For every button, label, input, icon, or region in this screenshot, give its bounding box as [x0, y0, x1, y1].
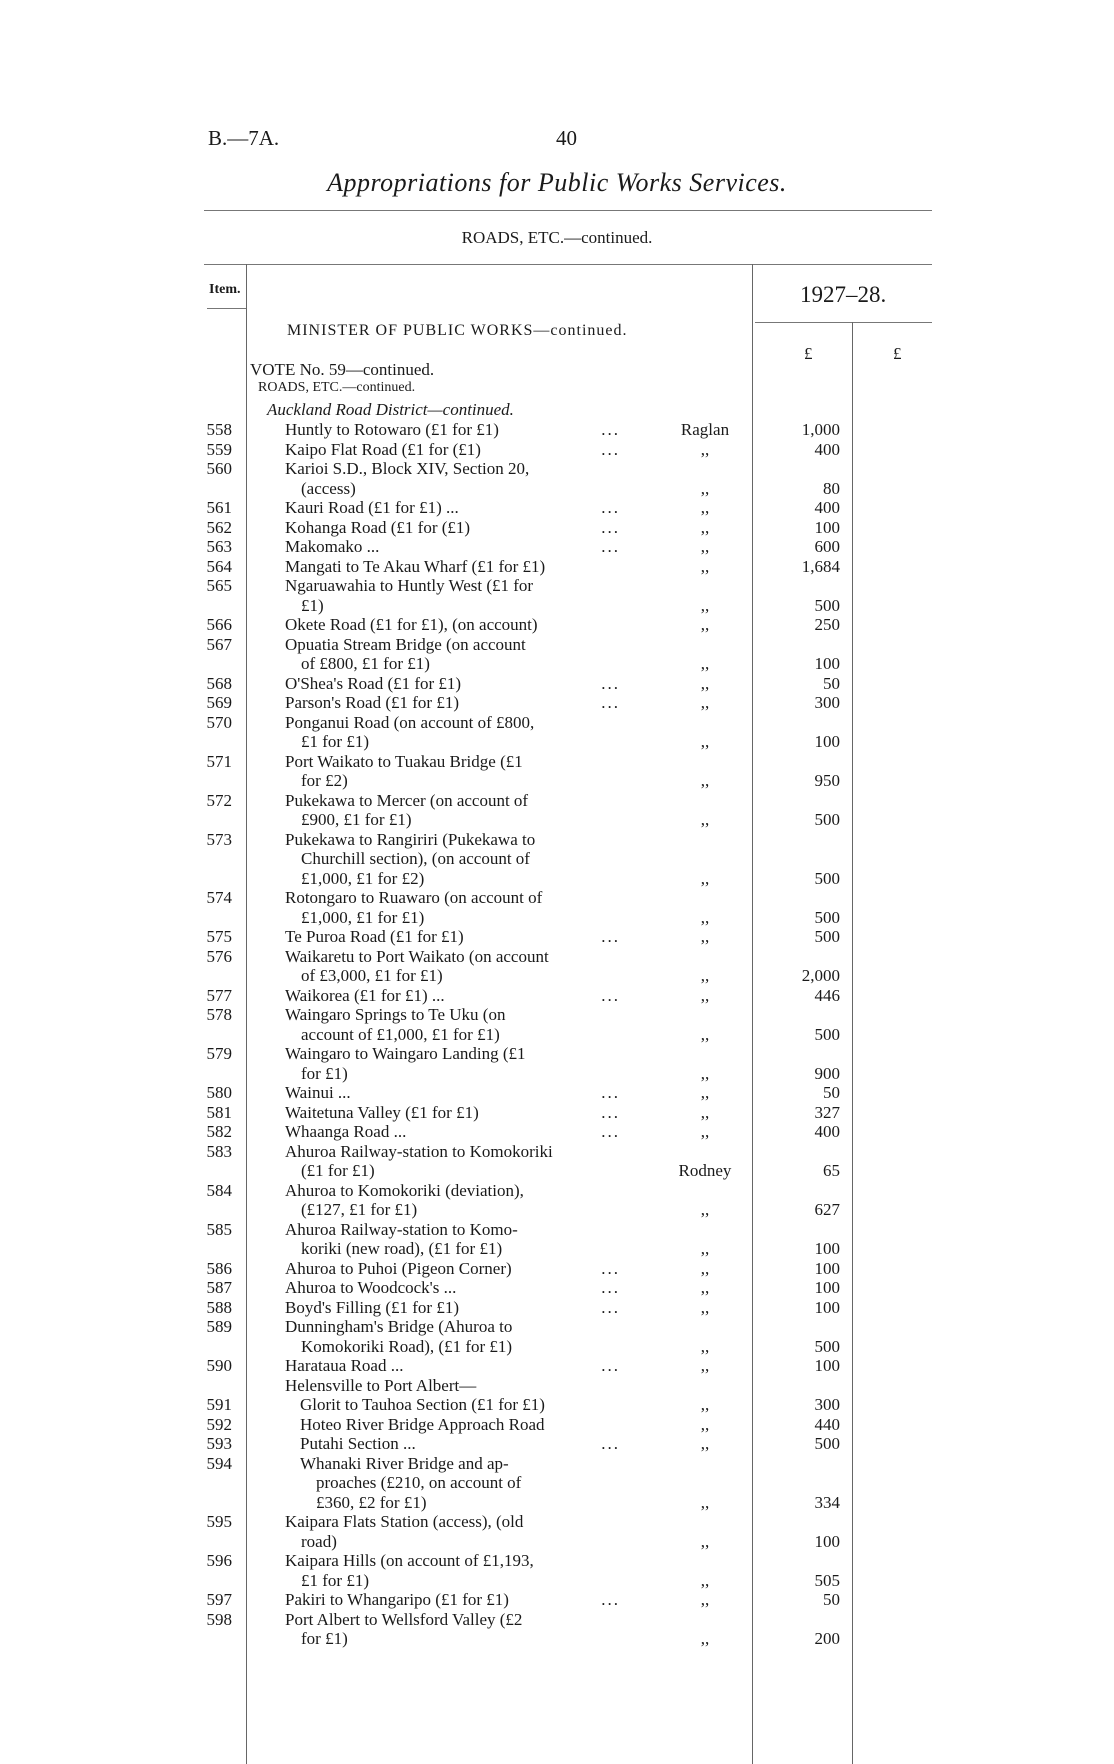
item-description [285, 1181, 615, 1220]
leader-dots: ... [601, 517, 620, 537]
item-number: 575 [206, 927, 232, 946]
item-number: 566 [206, 615, 232, 634]
description-line: Whaanga Road ... [285, 1122, 407, 1141]
amount: 100 [814, 1239, 840, 1258]
item-number: 597 [206, 1590, 232, 1609]
item-number: 564 [206, 556, 232, 576]
currency-symbol-2: £ [893, 344, 902, 363]
item-description [285, 1610, 615, 1649]
amount: 300 [814, 1395, 840, 1414]
description-line: Parson's Road (£1 for £1) [285, 693, 459, 712]
amount: 100 [814, 654, 840, 673]
amount: 100 [814, 1531, 840, 1551]
amount: 400 [814, 498, 840, 517]
electoral-district: ,, [700, 1122, 710, 1141]
item-description [285, 713, 615, 752]
item-number: 581 [206, 1102, 232, 1122]
item-number: 586 [206, 1258, 232, 1278]
item-number: 565 [206, 576, 232, 595]
currency-symbol-1: £ [804, 344, 813, 363]
item-description [285, 1278, 615, 1298]
item-number: 579 [206, 1044, 232, 1063]
amount: 1,684 [801, 556, 840, 576]
item-number: 571 [206, 751, 232, 771]
description-line: Komokoriki Road), (£1 for £1) [301, 1336, 513, 1356]
amount: 500 [814, 595, 840, 615]
item-number: 595 [206, 1512, 232, 1531]
item-number: 574 [206, 888, 232, 907]
electoral-district: ,, [700, 517, 710, 537]
leader-dots: ... [601, 1258, 620, 1278]
description-line: Kaipo Flat Road (£1 for (£1) [285, 439, 481, 459]
electoral-district: ,, [700, 927, 710, 946]
item-number: 561 [206, 498, 232, 517]
electoral-district: ,, [700, 1356, 710, 1375]
leader-dots: ... [601, 1083, 620, 1102]
item-number: 569 [206, 693, 232, 712]
roads-heading: ROADS, ETC.—continued. [258, 380, 416, 395]
description-line: £1 for £1) [301, 732, 369, 751]
item-number: 568 [206, 673, 232, 693]
description-line: Putahi Section ... [300, 1434, 416, 1453]
description-line: Waingaro Springs to Te Uku (on [285, 1005, 506, 1024]
item-number: 589 [206, 1317, 232, 1336]
item-description [285, 674, 615, 694]
item-number: 567 [206, 634, 232, 654]
electoral-district: ,, [700, 673, 710, 693]
leader-dots: ... [601, 693, 620, 712]
district-heading: Auckland Road District—continued. [267, 400, 514, 419]
item-number: 570 [206, 712, 232, 732]
leader-dots: ... [601, 1122, 620, 1141]
item-description [285, 1103, 615, 1123]
electoral-district: ,, [700, 693, 710, 712]
item-description [285, 1376, 615, 1396]
description-line: Huntly to Rotowaro (£1 for £1) [285, 420, 499, 439]
leader-dots: ... [601, 537, 620, 556]
leader-dots: ... [601, 1278, 620, 1297]
item-description [285, 830, 615, 889]
item-number: 562 [206, 517, 232, 537]
electoral-district: ,, [700, 985, 710, 1005]
electoral-district: ,, [700, 1297, 710, 1317]
description-line: Port Albert to Wellsford Valley (£2 [285, 1609, 523, 1629]
leader-dots: ... [601, 420, 620, 439]
item-number: 559 [206, 439, 232, 459]
description-line: proaches (£210, on account of [316, 1473, 522, 1492]
electoral-district: ,, [700, 868, 710, 888]
amount: 500 [814, 907, 840, 927]
item-number: 591 [206, 1395, 232, 1414]
description-line: account of £1,000, £1 for £1) [301, 1024, 500, 1044]
column-divider-left [246, 264, 247, 1764]
description-line: Ahuroa to Puhoi (Pigeon Corner) [285, 1258, 512, 1278]
item-description [285, 986, 615, 1006]
description-line: Glorit to Tauhoa Section (£1 for £1) [300, 1395, 545, 1414]
item-description [285, 1356, 615, 1376]
electoral-district: ,, [700, 498, 710, 517]
description-line: £1,000, £1 for £1) [301, 907, 425, 927]
description-line: for £1) [301, 1629, 348, 1648]
description-line: Kaipara Hills (on account of £1,193, [285, 1551, 534, 1570]
description-line: Ahuroa to Komokoriki (deviation), [285, 1180, 524, 1200]
electoral-district: ,, [700, 1590, 710, 1609]
leader-dots: ... [601, 1590, 620, 1609]
item-description [285, 888, 615, 927]
description-line: Whanaki River Bridge and ap- [300, 1453, 509, 1473]
electoral-district: ,, [700, 595, 710, 615]
item-number: 593 [206, 1434, 232, 1453]
description-line: Kauri Road (£1 for £1) ... [285, 498, 459, 517]
item-number: 578 [206, 1005, 232, 1024]
description-line: Ngaruawahia to Huntly West (£1 for [285, 576, 534, 595]
item-header-underline [207, 308, 247, 309]
electoral-district: ,, [700, 732, 710, 751]
page-number: 40 [556, 126, 577, 150]
amount: 400 [814, 1122, 840, 1141]
amount: 100 [814, 732, 840, 751]
leader-dots: ... [601, 498, 620, 517]
description-line: Mangati to Te Akau Wharf (£1 for £1) [285, 556, 546, 576]
item-number: 598 [206, 1609, 232, 1629]
description-line: Waitetuna Valley (£1 for £1) [285, 1102, 479, 1122]
amount: 65 [823, 1161, 840, 1180]
item-description [285, 1590, 615, 1610]
item-description [285, 459, 615, 498]
description-line: Te Puroa Road (£1 for £1) [285, 927, 464, 946]
item-number: 572 [206, 790, 232, 810]
page-ref: B.—7A. [208, 126, 280, 150]
amount: 100 [814, 1278, 840, 1297]
item-number: 576 [206, 946, 232, 966]
amount: 1,000 [801, 420, 840, 439]
electoral-district: ,, [700, 966, 710, 985]
electoral-district: Raglan [680, 420, 730, 439]
item-description [285, 1083, 615, 1103]
description-line: Dunningham's Bridge (Ahuroa to [285, 1317, 513, 1336]
amount: 200 [814, 1629, 840, 1648]
description-line: Okete Road (£1 for £1), (on account) [285, 615, 538, 634]
page-title: Appropriations for Public Works Services. [327, 168, 787, 197]
description-line: (access) [301, 478, 356, 498]
electoral-district: ,, [700, 1434, 710, 1453]
amount: 446 [814, 985, 840, 1005]
description-line: Churchill section), (on account of [301, 849, 530, 868]
item-number: 594 [206, 1453, 232, 1473]
leader-dots: ... [601, 1356, 620, 1375]
item-number: 590 [206, 1356, 232, 1375]
electoral-district: ,, [700, 1258, 710, 1278]
amount: 327 [814, 1102, 840, 1122]
leader-dots: ... [601, 673, 620, 693]
item-description [285, 1317, 615, 1356]
description-line: Rotongaro to Ruawaro (on account of [285, 888, 543, 907]
section-subtitle: ROADS, ETC.—continued. [461, 228, 653, 247]
item-number: 585 [206, 1219, 232, 1239]
item-number: 592 [206, 1414, 232, 1434]
item-description [285, 576, 615, 615]
electoral-district: ,, [700, 1531, 710, 1551]
item-number: 558 [206, 420, 232, 439]
table-top-rule [204, 264, 932, 265]
item-description [285, 635, 615, 674]
description-line: Ahuroa to Woodcock's ... [285, 1278, 457, 1297]
electoral-district: ,, [700, 1492, 710, 1512]
description-line: Kaipara Flats Station (access), (old [285, 1512, 524, 1531]
electoral-district: ,, [700, 1063, 710, 1083]
amount: 2,000 [801, 966, 840, 985]
amount: 950 [814, 771, 840, 790]
description-line: Wainui ... [285, 1083, 351, 1102]
item-description [300, 1395, 615, 1415]
item-number: 584 [206, 1180, 232, 1200]
electoral-district: ,, [700, 771, 710, 790]
item-number: 588 [206, 1297, 232, 1317]
amount: 505 [814, 1570, 840, 1590]
description-line: for £1) [301, 1063, 348, 1083]
description-line: of £800, £1 for £1) [301, 654, 430, 673]
electoral-district: ,, [700, 615, 710, 634]
item-description [285, 1044, 615, 1083]
item-description [285, 1551, 615, 1590]
amount: 100 [814, 517, 840, 537]
amount: 50 [823, 673, 840, 693]
item-number: 563 [206, 537, 232, 556]
electoral-district: ,, [700, 1102, 710, 1122]
amount: 250 [814, 615, 840, 634]
amount: 334 [814, 1492, 840, 1512]
year-header-underline [755, 322, 932, 323]
amount: 500 [814, 1434, 840, 1453]
item-description [285, 1259, 615, 1279]
electoral-district: ,, [700, 654, 710, 673]
electoral-district: ,, [700, 1083, 710, 1102]
item-column-header: Item. [209, 282, 241, 297]
description-line: Ahuroa Railway-station to Komokoriki [285, 1141, 553, 1161]
leader-dots: ... [601, 927, 620, 946]
electoral-district: ,, [700, 1570, 710, 1590]
leader-dots: ... [601, 439, 620, 459]
amount: 50 [823, 1590, 840, 1609]
item-number: 573 [206, 829, 232, 849]
item-description [285, 557, 615, 577]
electoral-district: ,, [700, 1024, 710, 1044]
item-description [300, 1415, 615, 1435]
description-line: Waikorea (£1 for £1) ... [285, 985, 445, 1005]
electoral-district: Rodney [678, 1161, 732, 1180]
description-line: £1) [301, 595, 324, 615]
electoral-district: ,, [700, 1278, 710, 1297]
amount: 500 [814, 1336, 840, 1356]
amount: 627 [814, 1200, 840, 1219]
item-number: 580 [206, 1083, 232, 1102]
electoral-district: ,, [700, 537, 710, 556]
item-number: 587 [206, 1278, 232, 1297]
description-line: Hoteo River Bridge Approach Road [300, 1414, 545, 1434]
description-line: for £2) [301, 771, 348, 790]
electoral-district: ,, [700, 1336, 710, 1356]
description-line: (£127, £1 for £1) [301, 1200, 418, 1219]
item-description [285, 615, 615, 635]
amount: 400 [814, 439, 840, 459]
electoral-district: ,, [700, 907, 710, 927]
description-line: £360, £2 for £1) [316, 1492, 427, 1512]
description-line: Ponganui Road (on account of £800, [285, 712, 535, 732]
description-line: Makomako ... [285, 537, 380, 556]
electoral-district: ,, [700, 478, 710, 498]
item-description [285, 693, 615, 713]
item-number: 583 [206, 1141, 232, 1161]
description-line: Port Waikato to Tuakau Bridge (£1 [285, 751, 523, 771]
electoral-district: ,, [700, 1200, 710, 1219]
amount: 500 [814, 810, 840, 829]
amount: 600 [814, 537, 840, 556]
description-line: Waingaro to Waingaro Landing (£1 [285, 1044, 526, 1063]
electoral-district: ,, [700, 439, 710, 459]
description-line: Pukekawa to Mercer (on account of [285, 790, 529, 810]
description-line: Harataua Road ... [285, 1356, 404, 1375]
amount: 100 [814, 1297, 840, 1317]
ministry-heading: MINISTER OF PUBLIC WORKS—continued. [287, 322, 628, 339]
item-description [285, 1142, 615, 1181]
description-line: Kohanga Road (£1 for (£1) [285, 517, 471, 537]
item-description [285, 752, 615, 791]
amount: 500 [814, 1024, 840, 1044]
description-line: Pakiri to Whangaripo (£1 for £1) [285, 1590, 509, 1609]
amount: 50 [823, 1083, 840, 1102]
year-column-header: 1927–28. [800, 282, 887, 307]
item-description [285, 927, 615, 947]
electoral-district: ,, [700, 1239, 710, 1258]
description-line: Waikaretu to Port Waikato (on account [285, 946, 549, 966]
column-divider-amount [852, 322, 853, 1764]
amount: 440 [814, 1414, 840, 1434]
leader-dots: ... [601, 1297, 620, 1317]
item-description [285, 518, 615, 538]
description-line: of £3,000, £1 for £1) [301, 966, 443, 985]
leader-dots: ... [601, 1434, 620, 1453]
amount: 500 [814, 868, 840, 888]
amount: 900 [814, 1063, 840, 1083]
electoral-district: ,, [700, 810, 710, 829]
amount: 100 [814, 1356, 840, 1375]
description-line: £900, £1 for £1) [301, 810, 412, 829]
item-description [285, 1122, 615, 1142]
amount: 100 [814, 1258, 840, 1278]
electoral-district: ,, [700, 1629, 710, 1648]
column-divider-district [752, 264, 753, 1764]
item-description [300, 1434, 615, 1454]
item-description [285, 1298, 615, 1318]
item-description [285, 1220, 615, 1259]
description-line: O'Shea's Road (£1 for £1) [285, 673, 462, 693]
description-line: koriki (new road), (£1 for £1) [301, 1239, 503, 1258]
electoral-district: ,, [700, 1414, 710, 1434]
description-line: £1 for £1) [301, 1570, 369, 1590]
description-line: Karioi S.D., Block XIV, Section 20, [285, 459, 530, 478]
description-line: Pukekawa to Rangiriri (Pukekawa to [285, 829, 536, 849]
item-description [285, 1512, 615, 1551]
item-description [285, 420, 615, 440]
item-description [285, 1005, 615, 1044]
vote-heading: VOTE No. 59—continued. [250, 360, 435, 379]
amount: 300 [814, 693, 840, 712]
item-number: 560 [206, 459, 232, 478]
description-line: Opuatia Stream Bridge (on account [285, 634, 526, 654]
item-number: 582 [206, 1122, 232, 1141]
item-description [285, 947, 615, 986]
leader-dots: ... [601, 1102, 620, 1122]
leader-dots: ... [601, 985, 620, 1005]
item-number: 596 [206, 1551, 232, 1570]
item-description [285, 537, 615, 557]
description-line: Boyd's Filling (£1 for £1) [285, 1297, 460, 1317]
electoral-district: ,, [700, 556, 710, 576]
item-description [285, 440, 615, 460]
amount: 80 [823, 478, 840, 498]
item-number: 577 [206, 985, 232, 1005]
item-description [285, 791, 615, 830]
description-line: (£1 for £1) [301, 1161, 375, 1180]
description-line: Ahuroa Railway-station to Komo- [285, 1219, 518, 1239]
description-line: Helensville to Port Albert— [285, 1375, 477, 1395]
item-description [300, 1454, 615, 1513]
description-line: road) [301, 1531, 337, 1551]
item-description [285, 498, 615, 518]
electoral-district: ,, [700, 1395, 710, 1414]
title-rule [204, 210, 932, 211]
amount: 500 [814, 927, 840, 946]
description-line: £1,000, £1 for £2) [301, 868, 425, 888]
